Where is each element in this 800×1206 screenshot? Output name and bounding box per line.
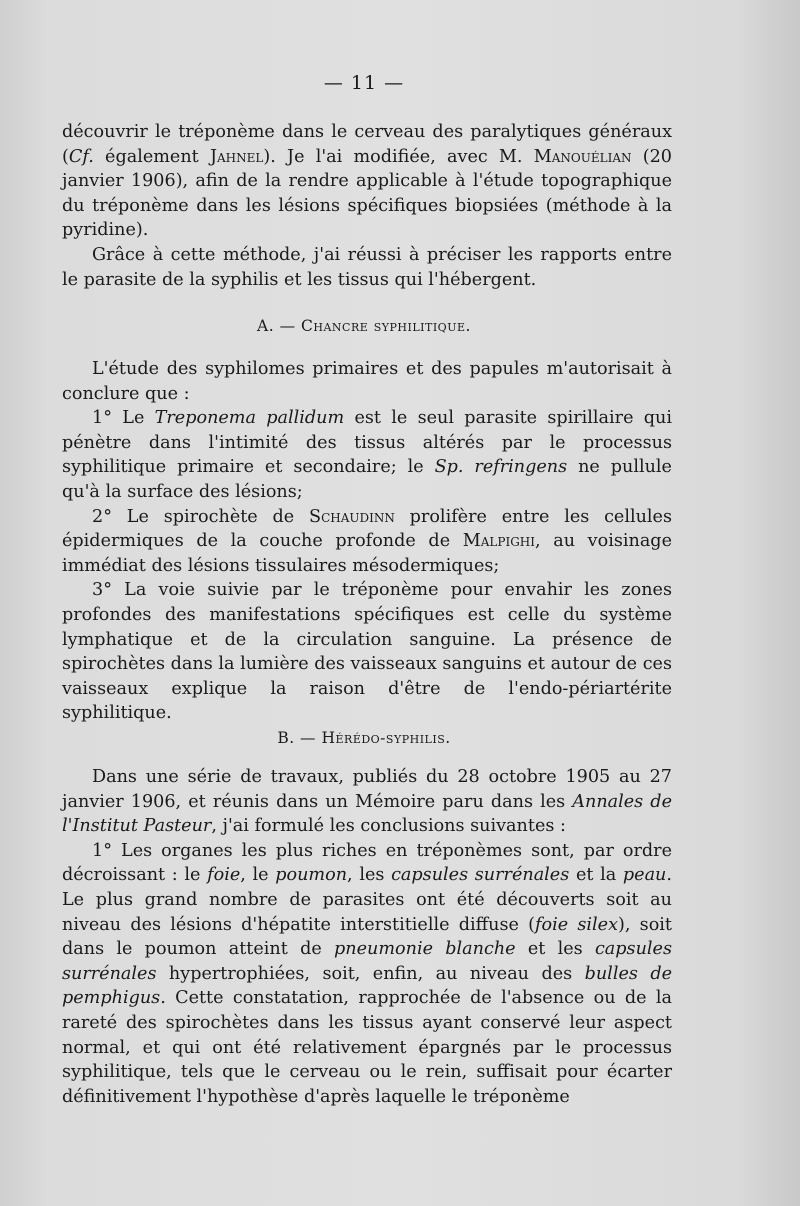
text-run: . Le plus grand nombre de parasites ont été découverts soit au niveau des lésions d'hépatite interstitielle diffuse ( (62, 865, 672, 935)
text-run: , au voisinage immédiat des lésions tissulaires mésodermiques; (62, 531, 672, 576)
text-run-italic: Cf. (68, 146, 94, 167)
text-run-italic: Annales de l'Institut Pasteur (62, 791, 672, 837)
text-run: . Cette constatation, rapprochée de l'absence ou de la rareté des spirochètes dans les tissus ayant conservé leur aspect normal, et qui ont été relativement épargnés par le processus syphilitique, tels que le cerveau ou le rein, suffisait pour écarter définitivement l'hypothèse d'après laquelle le tréponème (62, 988, 672, 1107)
text-run-italic: Sp. refringens (434, 457, 568, 478)
section-a-heading (0, 317, 728, 335)
section-a-title: Chancre syphilitique. (301, 317, 471, 335)
section-b-label: B. — (277, 729, 322, 747)
text-run: prolifère entre les cellules épidermiques de la couche profonde de (62, 506, 672, 552)
section-a-item-3: 3° La voie suivie par le tréponème pour envahir les zones profondes des manifestations spécifiques est celle du système lymphatique et de la circulation sanguine. La présence de spirochètes dans la lumière des vaisseaux sanguins et autour de ces vaisseaux explique la raison d'être de l'endo-périartérite syphilitique. (62, 580, 672, 724)
text-run: , j'ai formulé les conclusions suivantes : (211, 816, 566, 837)
text-run-italic: capsules surrénales (62, 939, 672, 984)
intro-paragraph-2: Grâce à cette méthode, j'ai réussi à préciser les rapports entre le parasite de la syphilis et les tissus qui l'hébergent. (62, 244, 672, 290)
text-run-italic: pneumonie blanche (334, 939, 516, 960)
section-b-paragraph-1 (62, 765, 672, 839)
author-name-malpighi: Malpighi (462, 531, 535, 552)
section-a-item-2 (62, 505, 672, 579)
text-run-italic: foie silex (535, 914, 618, 935)
section-a-item-1 (62, 406, 672, 504)
section-a-paragraph-1: L'étude des syphilomes primaires et des papules m'autorisait à conclure que : (62, 359, 672, 404)
text-run: 1° Les organes les plus riches en tréponèmes sont, par ordre décroissant : le (62, 840, 672, 886)
text-run: 2° Le spirochète de (92, 506, 310, 527)
intro-text (62, 120, 672, 292)
text-run-italic: foie (207, 865, 241, 886)
text-run: est le seul parasite spirillaire qui pénètre dans l'intimité des tissus altérés par le processus syphilitique primaire et secondaire; le (62, 408, 672, 478)
text-run: également (93, 146, 210, 167)
section-b-title: Hérédo-syphilis. (321, 729, 451, 747)
section-a-text (62, 357, 672, 726)
section-b-heading (0, 729, 728, 747)
text-run: ), soit dans le poumon atteint de (62, 914, 673, 960)
text-run: hypertrophiées, soit, enfin, au niveau des (156, 963, 585, 984)
page-number: — 11 — (323, 72, 405, 94)
text-run: , les (347, 865, 392, 886)
text-run-italic: peau (622, 865, 667, 886)
section-b-text (62, 765, 672, 1109)
text-run-italic: poumon (275, 865, 348, 886)
text-run: et la (569, 865, 623, 886)
text-run: ne pullule qu'à la surface des lésions; (62, 457, 672, 502)
text-run: 1° Le (92, 408, 155, 429)
author-name-manouelian: Manouélian (533, 146, 632, 167)
section-b-item-1 (62, 839, 672, 1110)
text-run: Dans une série de travaux, publiés du 28 octobre 1905 au 27 janvier 1906, et réunis dans un Mémoire paru dans les (62, 767, 672, 812)
text-run-italic: Treponema pallidum (154, 408, 345, 429)
intro-paragraph-1 (62, 120, 672, 243)
text-run: et les (515, 939, 595, 960)
text-run-italic: capsules surrénales (391, 865, 570, 886)
author-name-jahnel: Jahnel (209, 146, 264, 167)
author-name-schaudinn: Schaudinn (309, 506, 395, 527)
text-run: (20 janvier 1906), afin de la rendre applicable à l'étude topographique du tréponème dans les lésions spécifiques biopsiées (méthode à la pyridine). (62, 146, 672, 241)
text-run-italic: bulles de pemphigus (62, 963, 672, 1009)
text-run: découvrir le tréponème dans le cerveau des paralytiques généraux ( (62, 122, 672, 167)
section-a-label: A. — (257, 317, 302, 335)
text-run: ). Je l'ai modifiée, avec M. (263, 146, 534, 167)
text-run: , le (240, 865, 276, 886)
